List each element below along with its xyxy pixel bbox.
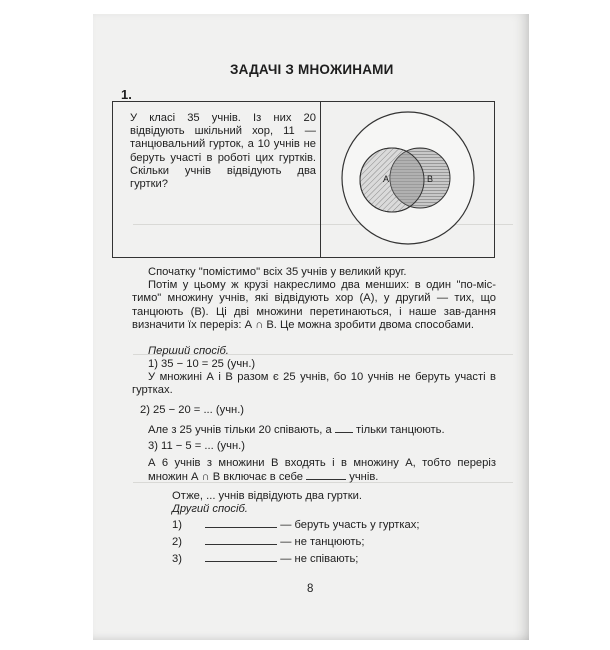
set-b-label: В (427, 174, 434, 184)
answer-blank (205, 518, 277, 528)
venn-diagram (326, 108, 488, 250)
step-2-explanation (148, 423, 445, 437)
method-2-item (172, 552, 358, 566)
method-2-title: Другий спосіб. (172, 503, 248, 515)
answer-blank (335, 423, 353, 433)
item-text: — не танцюють; (280, 536, 365, 548)
conclusion: Отже, ... учнів відвідують два гуртки. (172, 490, 362, 502)
item-text: — беруть участь у гуртках; (280, 519, 420, 531)
item-number: 3) (172, 553, 182, 565)
answer-blank (306, 470, 346, 480)
set-a-label: А (383, 174, 390, 184)
step-2: 2) 25 − 20 = ... (учн.) (140, 404, 245, 416)
page-title: ЗАДАЧІ З МНОЖИНАМИ (230, 62, 394, 77)
problem-text: У класі 35 учнів. Із них 20 відвідують шкільний хор, 11 — танцювальний гурток, а 10 учнів не беруть участі в роботі цих гуртків. Скільки учнів відвідують два гуртки? (130, 112, 316, 191)
page-number: 8 (307, 583, 314, 595)
box-divider (320, 102, 321, 257)
step-3-text: А 6 учнів з множини В входять і в множину А, тобто переріз множин А ∩ В включає в себе (148, 457, 496, 484)
intro-line-1: Спочатку "помістимо" всіх 35 учнів у великий круг. (148, 266, 407, 278)
answer-blank (205, 535, 277, 545)
step-1-explanation: У множині А і В разом є 25 учнів, бо 10 учнів не беруть участі в гуртках. (132, 371, 496, 397)
item-number: 2) (172, 536, 182, 548)
task-box (112, 101, 495, 258)
step-2-text-a: Але з 25 учнів тільки 20 співають, а (148, 424, 332, 436)
method-2-item (172, 535, 364, 549)
method-1-title: Перший спосіб. (148, 345, 229, 357)
item-number: 1) (172, 519, 182, 531)
intro-paragraph: Потім у цьому ж крузі накреслимо два менших: в один "по-містимо" множину учнів, які відвідують хор (А), у другий — тих, що танцюють (В). Ці дві множини перетинаються, і наше зав-дання визначити їх переріз: А ∩ В. Це можна зробити двома способами. (132, 279, 496, 331)
step-3-text-end: учнів. (349, 471, 379, 484)
item-text: — не співають; (280, 553, 359, 565)
step-1: 1) 35 − 10 = 25 (учн.) (148, 358, 256, 370)
answer-blank (205, 552, 277, 562)
step-3: 3) 11 − 5 = ... (учн.) (148, 440, 245, 452)
task-number: 1. (121, 87, 132, 102)
method-2-item (172, 518, 419, 532)
step-2-text-b: тільки танцюють. (355, 424, 445, 436)
step-3-explanation (148, 457, 496, 485)
